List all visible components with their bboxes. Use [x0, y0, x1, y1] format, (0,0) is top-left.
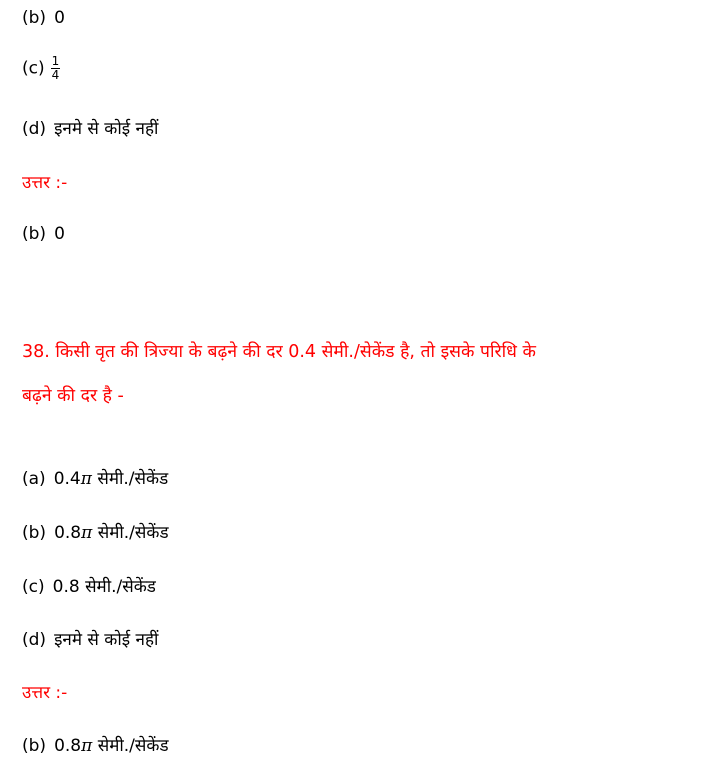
answer-prev — [22, 222, 65, 246]
answer-label: (b) — [22, 224, 47, 244]
option-a — [22, 467, 168, 491]
option-text: 0.8 सेमी./सेकेंड — [52, 577, 156, 597]
fraction-numerator: 1 — [51, 54, 60, 68]
question-text-line-2: बढ़ने की दर है - — [22, 386, 124, 406]
option-text: 0 — [54, 8, 65, 28]
option-label: (c) — [22, 577, 45, 597]
answer — [22, 734, 169, 758]
question-text-line-1: 38. किसी वृत की त्रिज्या के बढ़ने की दर 0.4 सेमी./सेकेंड है, तो इसके परिधि के — [22, 342, 536, 362]
answer-heading: उत्तर :- — [22, 683, 68, 703]
pi-symbol: π — [81, 523, 93, 543]
pi-symbol: π — [81, 736, 93, 756]
option-label: (b) — [22, 8, 47, 28]
option-unit: सेमी./सेकेंड — [92, 523, 169, 543]
option-label: (b) — [22, 523, 47, 543]
option-label: (d) — [22, 119, 47, 139]
option-value: 0.4 — [53, 469, 81, 489]
option-label: (a) — [22, 469, 46, 489]
option-label: (d) — [22, 630, 47, 650]
option-d-prev — [22, 117, 158, 141]
fraction — [51, 55, 61, 82]
answer-unit: सेमी./सेकेंड — [92, 736, 169, 756]
answer-label: (b) — [22, 736, 47, 756]
option-c — [22, 575, 156, 599]
option-c-prev — [22, 55, 60, 82]
option-b — [22, 521, 169, 545]
fraction-denominator: 4 — [51, 68, 60, 82]
option-text: इनमे से कोई नहीं — [54, 119, 159, 139]
option-b-prev — [22, 6, 65, 30]
answer-heading-prev: उत्तर :- — [22, 173, 68, 193]
option-unit: सेमी./सेकेंड — [91, 469, 169, 489]
answer-value: 0.8 — [54, 736, 82, 756]
option-d — [22, 628, 158, 652]
option-value: 0.8 — [54, 523, 82, 543]
option-text: इनमे से कोई नहीं — [54, 630, 159, 650]
pi-symbol: π — [80, 469, 92, 489]
answer-text: 0 — [54, 224, 65, 244]
option-label: (c) — [22, 58, 45, 79]
